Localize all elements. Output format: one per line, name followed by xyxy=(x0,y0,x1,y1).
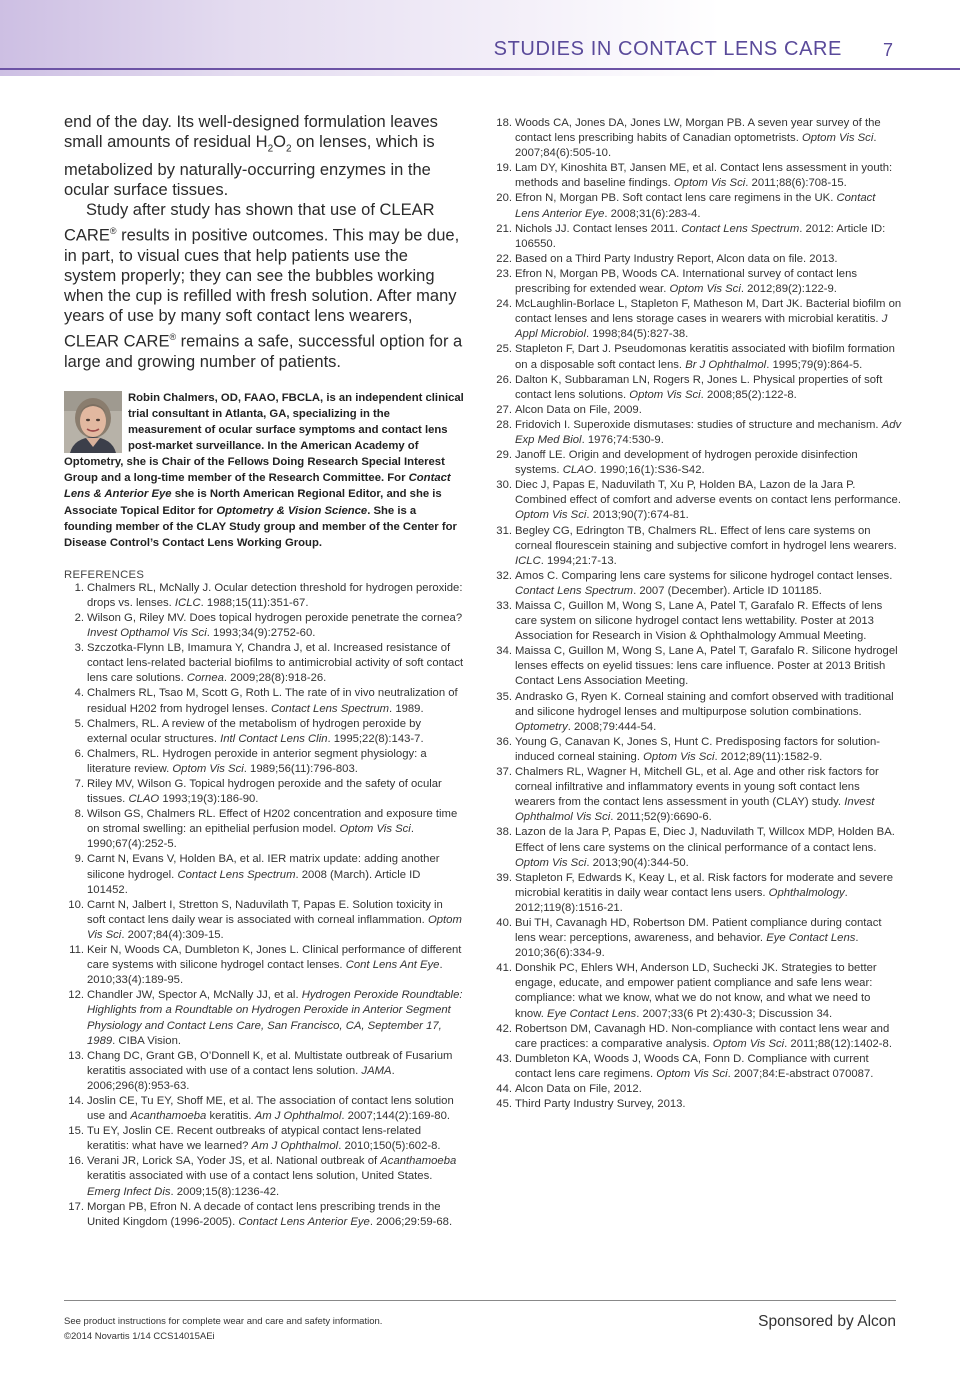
reference-number: 21. xyxy=(496,222,512,235)
reference-item xyxy=(64,1154,464,1199)
reference-text: Chandler JW, Spector A, McNally JJ, et al. Hydrogen Peroxide Roundtable: Highlights from a Roundtable on Hydrogen Peroxide in Anterior Segment Physiology and Contact Lens Care, San Francisco, CA, September 17, 1989. CIBA Vision. xyxy=(87,989,463,1047)
reference-number: 17. xyxy=(68,1200,84,1213)
reference-item xyxy=(64,641,464,686)
reference-item xyxy=(64,1094,464,1124)
reference-number: 6. xyxy=(74,747,84,760)
reference-number: 24. xyxy=(496,298,512,311)
reference-item xyxy=(494,116,902,161)
reference-item xyxy=(64,943,464,988)
reference-item xyxy=(494,1052,902,1082)
reference-item xyxy=(494,644,902,689)
article-body xyxy=(64,112,464,372)
right-column xyxy=(494,116,902,1112)
reference-text: Stapleton F, Dart J. Pseudomonas keratitis associated with biofilm formation on a disposable soft contact lens. Br J Ophthalmol. 1995;79(9):864-5. xyxy=(515,343,895,371)
reference-text: Janoff LE. Origin and development of hydrogen peroxide disinfection systems. CLAO. 1990;16(1):S36-S42. xyxy=(515,449,858,477)
reference-item xyxy=(64,717,464,747)
reference-item xyxy=(494,524,902,569)
reference-item xyxy=(64,988,464,1048)
reference-text: Alcon Data on File, 2009. xyxy=(515,403,642,416)
reference-item xyxy=(64,807,464,852)
reference-number: 14. xyxy=(68,1094,84,1107)
reference-item xyxy=(494,871,902,916)
reference-text: Riley MV, Wilson G. Topical hydrogen peroxide and the safety of ocular tissues. CLAO 1993;19(3):186-90. xyxy=(87,778,442,806)
reference-item xyxy=(64,747,464,777)
reference-text: Robertson DM, Cavanagh HD. Non-compliance with contact lens wear and care practices: a comparative analysis. Optom Vis Sci. 2011;88(12):1402-8. xyxy=(515,1022,892,1050)
reference-text: Fridovich I. Superoxide dismutases: studies of structure and mechanism. Adv Exp Med Biol. 1976;74:530-9. xyxy=(515,418,902,446)
reference-number: 8. xyxy=(74,808,84,821)
reference-text: Chalmers, RL. Hydrogen peroxide in anterior segment physiology: a literature review. Optom Vis Sci. 1989;56(11):796-803. xyxy=(87,747,427,775)
reference-number: 43. xyxy=(496,1052,512,1065)
reference-text: Maissa C, Guillon M, Wong S, Lane A, Patel T, Garafalo R. Effects of lens care system on silicone hydrogel contact lens wettability. Poster at 2013 Association for Research in Vision & Ophthalmology Ammual Meeting. xyxy=(515,600,883,643)
reference-number: 27. xyxy=(496,403,512,416)
reference-item xyxy=(494,569,902,599)
footer-copyright: ©2014 Novartis 1/14 CCS14015AEi xyxy=(64,1331,215,1342)
reference-text: Bui TH, Cavanagh HD, Robertson DM. Patient compliance during contact lens wear: perceptions, awareness, and behavior. Eye Contact Lens. 2010;36(6):334-9. xyxy=(515,916,882,960)
reference-number: 9. xyxy=(74,853,84,866)
paragraph-2: Study after study has shown that use of CLEAR CARE® results in positive outcomes. This may be due, in part, to visual cues that help patients use the system properly; they can see the bubbles working when the cup is refilled with fresh solution. After many years of use by many soft contact lens wearers, CLEAR CARE® remains a safe, successful option for a large and growing number of patients. xyxy=(64,201,463,371)
reference-number: 31. xyxy=(496,524,512,537)
reference-text: Third Party Industry Survey, 2013. xyxy=(515,1098,686,1111)
reference-number: 26. xyxy=(496,373,512,386)
reference-item xyxy=(494,961,902,1021)
reference-item xyxy=(64,777,464,807)
reference-text: Andrasko G, Ryen K. Corneal staining and comfort observed with traditional and silicone hydrogel lenses and multipurpose solution combinations. Optometry. 2008;79:444-54. xyxy=(515,690,894,733)
reference-text: Wilson GS, Chalmers RL. Effect of H202 concentration and exposure time on stromal swelling: an epithelial perfusion model. Optom Vis Sci. 1990;67(4):252-5. xyxy=(87,808,458,851)
reference-item xyxy=(494,403,902,418)
reference-text: Efron N, Morgan PB, Woods CA. International survey of contact lens prescribing for extended wear. Optom Vis Sci. 2012;89(2):122-9. xyxy=(515,267,858,296)
reference-item xyxy=(64,611,464,641)
reference-text: Young G, Canavan K, Jones S, Hunt C. Predisposing factors for solution-induced corneal staining. Optom Vis Sci. 2012;89(11):1582-9. xyxy=(515,735,881,763)
reference-number: 39. xyxy=(496,871,512,884)
header-rule xyxy=(0,68,960,70)
reference-number: 28. xyxy=(496,418,512,431)
reference-number: 11. xyxy=(69,944,84,957)
reference-number: 4. xyxy=(74,687,84,700)
reference-number: 45. xyxy=(496,1098,512,1111)
reference-item xyxy=(494,478,902,523)
reference-text: Dumbleton KA, Woods J, Woods CA, Fonn D. Compliance with current contact lens care regimens. Optom Vis Sci. 2007;84:E-abstract 070087. xyxy=(515,1052,874,1080)
reference-number: 19. xyxy=(496,162,512,175)
reference-number: 22. xyxy=(496,252,512,265)
reference-text: Lazon de la Jara P, Papas E, Diec J, Naduvilath T, Willcox MDP, Holden BA. Effect of lens care systems on the clinical performance of a contact lens. Optom Vis Sci. 2013;90(4):344-50. xyxy=(515,826,895,869)
reference-text: Lam DY, Kinoshita BT, Jansen ME, et al. Contact lens assessment in youth: methods and baseline findings. Optom Vis Sci. 2011;88(6):708-15. xyxy=(515,162,893,190)
reference-number: 42. xyxy=(496,1022,512,1035)
reference-item xyxy=(494,1022,902,1052)
reference-text: Tu EY, Joslin CE. Recent outbreaks of atypical contact lens-related keratitis: what have we learned? Am J Ophthalmol. 2010;150(5):602-8. xyxy=(87,1125,441,1153)
reference-number: 20. xyxy=(496,192,512,205)
reference-text: Morgan PB, Efron N. A decade of contact lens prescribing trends in the United Kingdom (1996-2005). Contact Lens Anterior Eye. 2006;29:59-68. xyxy=(87,1200,453,1228)
reference-text: Chalmers RL, Tsao M, Scott G, Roth L. The rate of in vivo neutralization of residual H202 from hydrogel lenses. Contact Lens Spectrum. 1989. xyxy=(87,687,458,715)
reference-number: 23. xyxy=(496,267,512,280)
reference-number: 16. xyxy=(68,1155,84,1168)
reference-text: Begley CG, Edrington TB, Chalmers RL. Effect of lens care systems on corneal flourescein staining and subjective comfort in hydrogel lens wearers. ICLC. 1994;21:7-13. xyxy=(515,524,897,567)
reference-text: Nichols JJ. Contact lenses 2011. Contact Lens Spectrum. 2012: Article ID: 106550. xyxy=(515,222,886,250)
reference-item xyxy=(64,1049,464,1094)
reference-text: Chang DC, Grant GB, O’Donnell K, et al. Multistate outbreak of Fusarium keratitis associated with use of a contact lens solution. JAMA. 2006;296(8):953-63. xyxy=(87,1049,453,1092)
reference-text: McLaughlin-Borlace L, Stapleton F, Matheson M, Dart JK. Bacterial biofilm on contact lenses and lens storage cases in wearers with microbial keratitis. J Appl Microbiol. 1998;84(5):827-38. xyxy=(515,298,902,341)
reference-number: 18. xyxy=(496,117,512,129)
reference-number: 37. xyxy=(496,766,512,779)
reference-item xyxy=(494,765,902,825)
reference-number: 15. xyxy=(68,1125,84,1138)
reference-number: 34. xyxy=(496,645,512,658)
reference-text: Carnt N, Evans V, Holden BA, et al. IER matrix update: adding another silicone hydrogel. Contact Lens Spectrum. 2008 (March). Article ID 101452. xyxy=(87,853,440,896)
reference-item xyxy=(494,599,902,644)
reference-item xyxy=(494,342,902,372)
reference-item xyxy=(64,1200,464,1230)
reference-item xyxy=(494,1082,902,1097)
reference-item xyxy=(494,297,902,342)
reference-item xyxy=(494,735,902,765)
reference-number: 7. xyxy=(74,778,84,791)
reference-text: Chalmers RL, McNally J. Ocular detection threshold for hydrogen peroxide: drops vs. lenses. ICLC. 1988;15(11):351-67. xyxy=(87,581,463,609)
reference-item xyxy=(494,418,902,448)
left-column xyxy=(64,112,464,1230)
reference-text: Diec J, Papas E, Naduvilath T, Xu P, Holden BA, Lazon de la Jara P. Combined effect of comfort and adverse events on contact lens performance. Optom Vis Sci. 2013;90(7):674-81. xyxy=(515,479,901,522)
reference-text: Donshik PC, Ehlers WH, Anderson LD, Suchecki JK. Strategies to better engage, educate, and empower patient compliance and safe lens wear: compliance: what we know, what we do not know, and what we need to know. Eye Contact Lens. 2007;33(6 Pt 2):430-3; Discussion 34. xyxy=(515,962,877,1020)
reference-item xyxy=(64,581,464,611)
paragraph-1: end of the day. Its well-designed formulation leaves small amounts of residual $H_2O_2$ on lenses, which is metabolized by naturally-occurring enzymes in the ocular surface tissues. xyxy=(64,113,438,200)
section-title: STUDIES IN CONTACT LENS CARE xyxy=(493,38,842,60)
references-heading: REFERENCES xyxy=(64,568,145,581)
reference-number: 2. xyxy=(74,611,84,624)
author-photo xyxy=(64,391,122,453)
reference-item xyxy=(494,1097,902,1112)
reference-number: 12. xyxy=(68,989,84,1002)
reference-number: 32. xyxy=(496,569,512,582)
page-number: 7 xyxy=(882,40,893,60)
reference-number: 30. xyxy=(496,479,512,492)
reference-number: 40. xyxy=(496,916,512,929)
reference-item xyxy=(494,448,902,478)
reference-text: Maissa C, Guillon M, Wong S, Lane A, Patel T, Garafalo R. Silicone hydrogel lenses effects on eyelid tissues: lens care influence. Poster at 2013 British Contact Lens Association Meeting. xyxy=(515,645,898,688)
footer-note: See product instructions for complete wear and care and safety information. xyxy=(64,1316,383,1327)
reference-item xyxy=(64,852,464,897)
reference-number: 41. xyxy=(496,962,512,975)
reference-text: Dalton K, Subbaraman LN, Rogers R, Jones L. Physical properties of soft contact lens solutions. Optom Vis Sci. 2008;85(2):122-8. xyxy=(515,373,883,401)
reference-item xyxy=(494,252,902,267)
sponsor-line: Sponsored by Alcon xyxy=(758,1313,896,1330)
reference-text: Efron N, Morgan PB. Soft contact lens care regimens in the UK. Contact Lens Anterior Eye. 2008;31(6):283-4. xyxy=(515,192,876,220)
reference-item xyxy=(494,191,902,221)
reference-number: 29. xyxy=(496,449,512,462)
reference-text: Alcon Data on File, 2012. xyxy=(515,1083,642,1095)
reference-item xyxy=(494,916,902,961)
reference-item xyxy=(494,825,902,870)
reference-text: Joslin CE, Tu EY, Shoff ME, et al. The association of contact lens solution use and Acanthamoeba keratitis. Am J Ophthalmol. 2007;144(2):169-80. xyxy=(87,1094,454,1123)
reference-text: Carnt N, Jalbert I, Stretton S, Naduvilath T, Papas E. Solution toxicity in soft contact lens daily wear is associated with corneal inflammation. Optom Vis Sci. 2007;84(4):309-15. xyxy=(87,898,462,941)
reference-number: 3. xyxy=(74,642,84,655)
reference-item xyxy=(494,690,902,735)
reference-item xyxy=(64,898,464,943)
reference-number: 5. xyxy=(74,717,84,730)
reference-text: Based on a Third Party Industry Report, Alcon data on file. 2013. xyxy=(515,252,838,265)
reference-item xyxy=(494,161,902,191)
reference-number: 13. xyxy=(68,1049,84,1062)
reference-item xyxy=(494,373,902,403)
reference-text: Wilson G, Riley MV. Does topical hydrogen peroxide penetrate the cornea? Invest Opthamol Vis Sci. 1993;34(9):2752-60. xyxy=(87,611,463,640)
reference-number: 33. xyxy=(496,600,512,612)
reference-number: 44. xyxy=(496,1083,512,1095)
reference-text: Amos C. Comparing lens care systems for silicone hydrogel contact lenses. Contact Lens Spectrum. 2007 (December). Article ID 101185. xyxy=(515,569,893,597)
reference-text: Chalmers, RL. A review of the metabolism of hydrogen peroxide by external ocular structures. Intl Contact Lens Clin. 1995;22(8):143-7. xyxy=(87,717,424,745)
reference-text: Verani JR, Lorick SA, Yoder JS, et al. National outbreak of Acanthamoeba keratitis associated with use of a contact lens solution, United States. Emerg Infect Dis. 2009;15(8):1236-42. xyxy=(87,1155,457,1198)
reference-number: 35. xyxy=(496,690,512,703)
reference-number: 36. xyxy=(496,735,512,748)
reference-text: Woods CA, Jones DA, Jones LW, Morgan PB. A seven year survey of the contact lens prescribing habits of Canadian optometrists. Optom Vis Sci. 2007;84(6):505-10. xyxy=(515,117,881,160)
references-list-left xyxy=(64,581,464,1230)
author-bio: Robin Chalmers, OD, FAAO, FBCLA, is an independent clinical trial consultant in Atlanta, GA, specializing in the measurement of ocular surface symptoms and contact lens post-market surveillance. In the American Academy of Optometry, she is Chair of the Fellows Doing Research Special Interest Group and a long-time member of the Research Committee. For Contact Lens & Anterior Eye she is North American Regional Editor, and she is Associate Topical Editor for Optometry & Vision Science. She is a founding member of the CLAY Study group and member of the Center for Disease Control’s Contact Lens Working Group. xyxy=(64,391,464,549)
reference-item xyxy=(64,686,464,716)
reference-item xyxy=(494,222,902,252)
footer-rule xyxy=(64,1300,896,1301)
reference-number: 1. xyxy=(74,581,84,594)
reference-text: Chalmers RL, Wagner H, Mitchell GL, et al. Age and other risk factors for corneal infiltrative and inflammatory events in young soft contact lens wearers from the contact lens assessment in youth (CLAY) study. Invest Ophthalmol Vis Sci. 2011;52(9):6690-6. xyxy=(515,766,879,824)
reference-text: Stapleton F, Edwards K, Keay L, et al. Risk factors for moderate and severe microbial keratitis in daily wear contact lens users. Ophthalmology. 2012;119(8):1516-21. xyxy=(515,871,894,914)
reference-number: 25. xyxy=(496,343,512,356)
references-list-right xyxy=(494,116,902,1112)
reference-text: Keir N, Woods CA, Dumbleton K, Jones L. Clinical performance of different care systems with silicone hydrogel contact lenses. Cont Lens Ant Eye. 2010;33(4):189-95. xyxy=(87,944,462,987)
reference-number: 10. xyxy=(68,898,84,911)
reference-text: Szczotka-Flynn LB, Imamura Y, Chandra J, et al. Increased resistance of contact lens-related bacterial biofilms to antimicrobial activity of soft contact lens care solutions. Cornea. 2009;28(8):918-26. xyxy=(87,642,464,685)
reference-number: 38. xyxy=(496,826,512,839)
reference-item xyxy=(494,267,902,297)
reference-item xyxy=(64,1124,464,1154)
